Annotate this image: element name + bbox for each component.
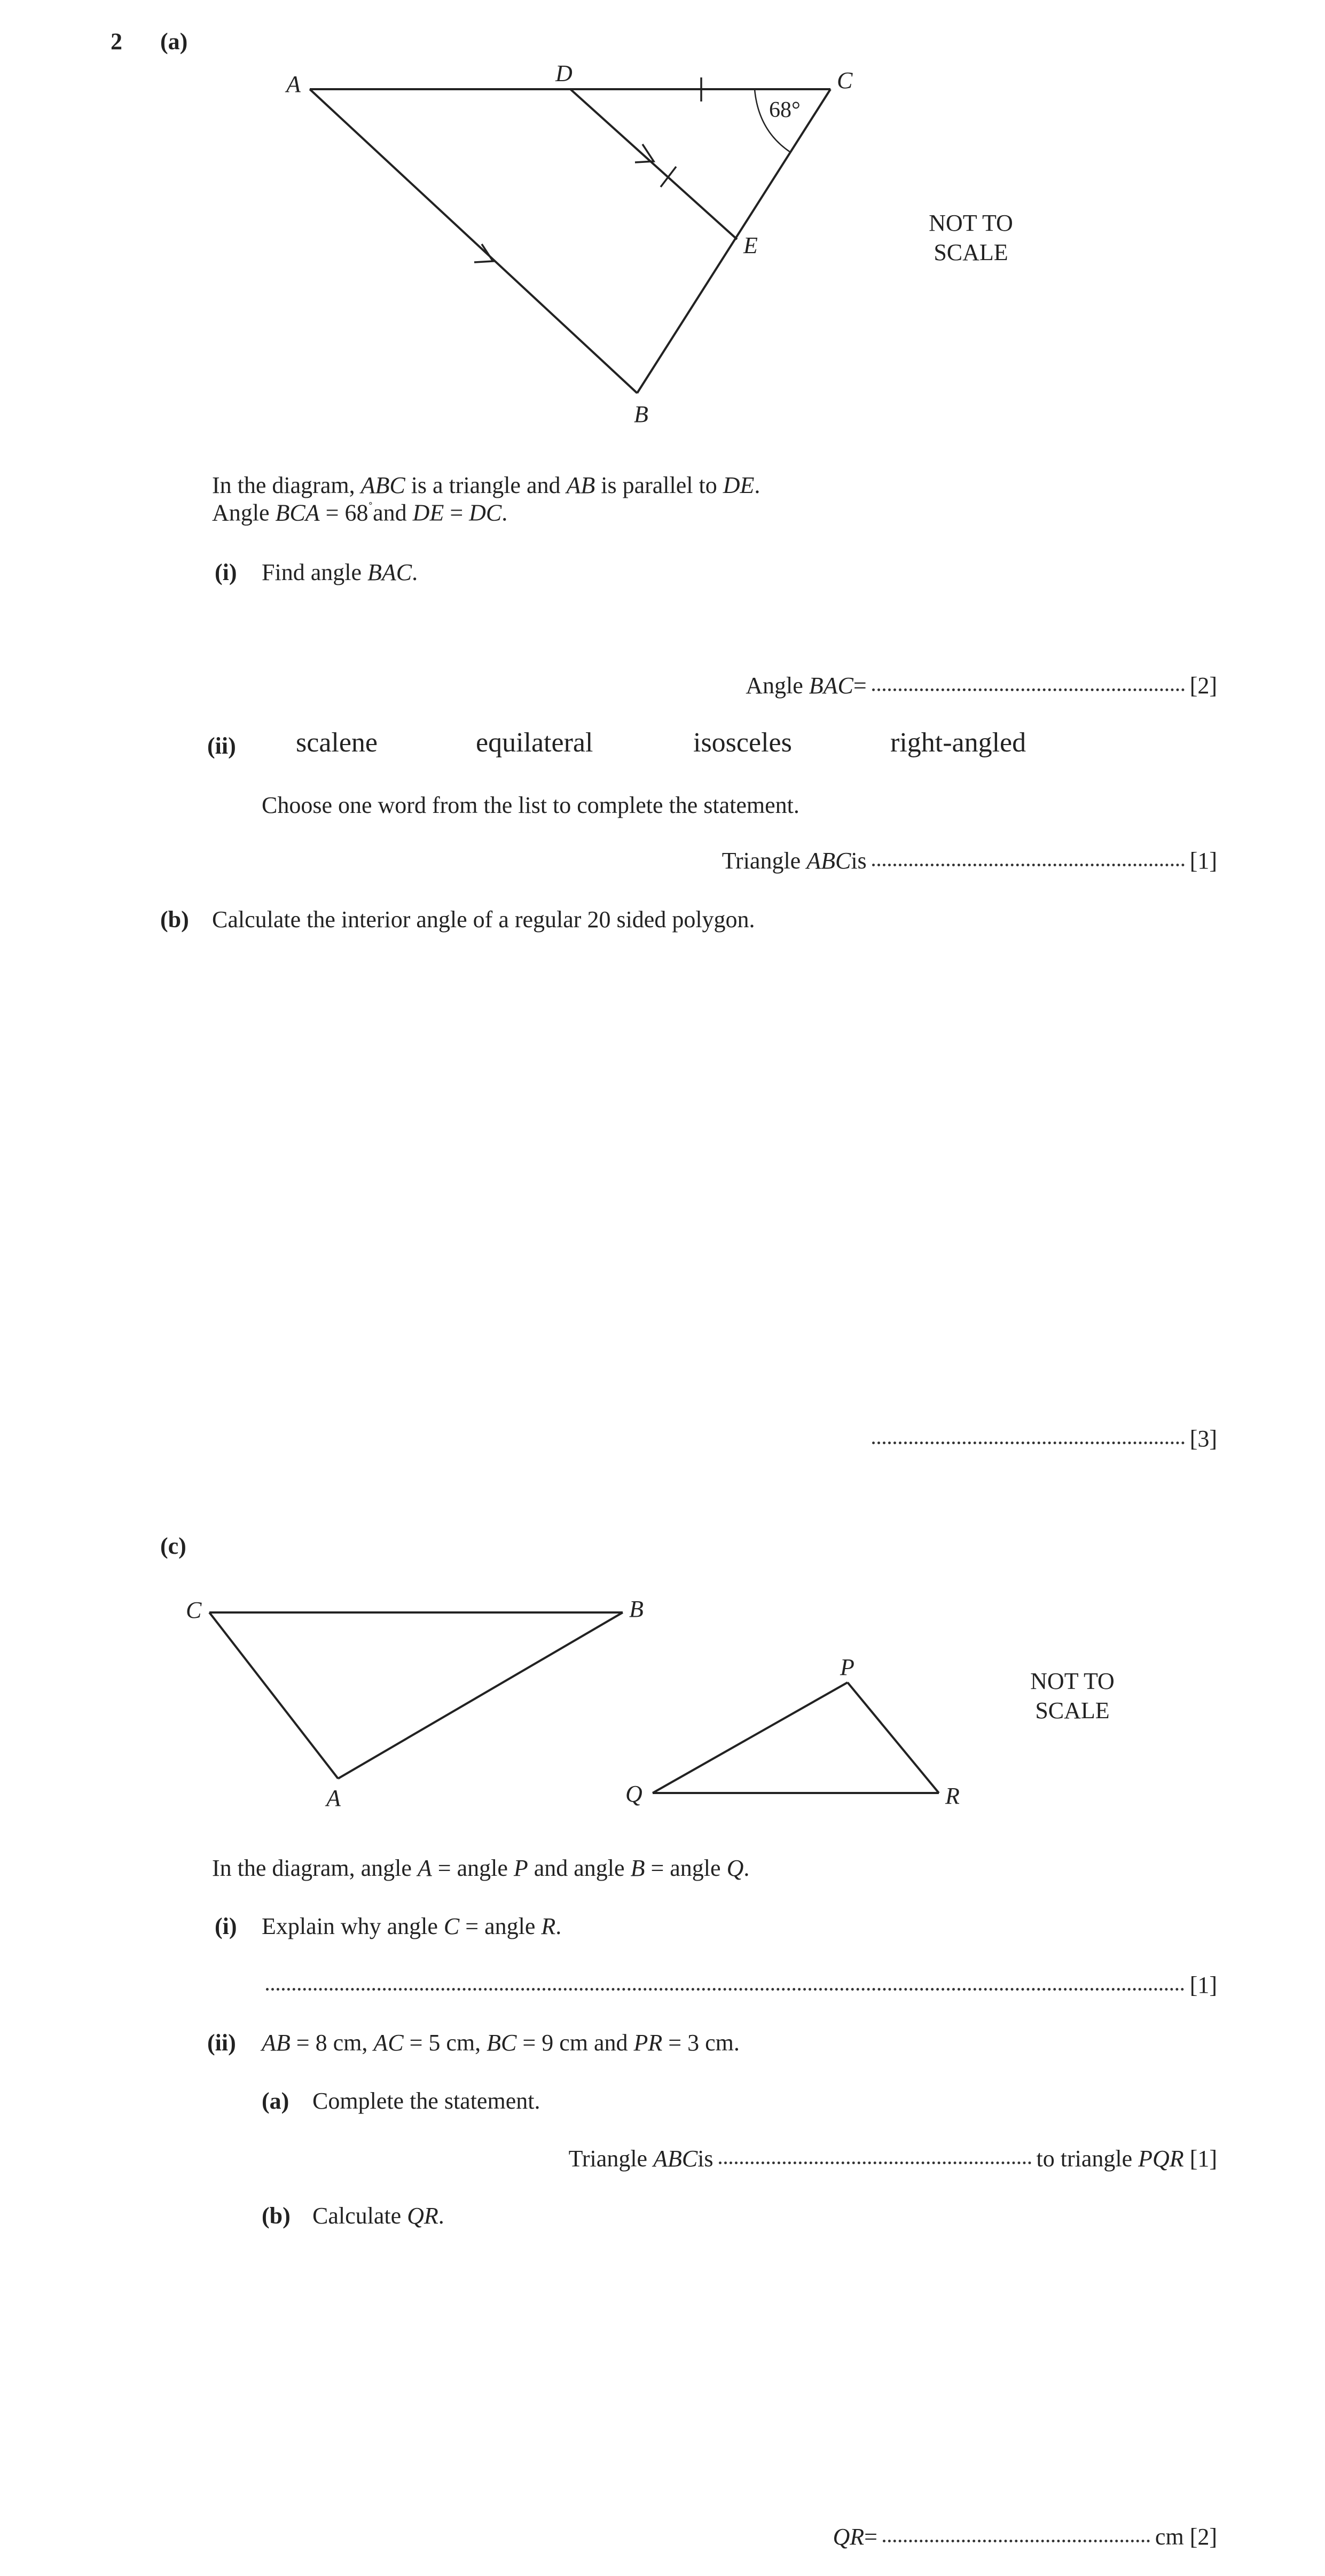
text: = 3 cm. [662, 2030, 740, 2056]
tick-de [661, 167, 676, 187]
text: Explain why angle [262, 1913, 444, 1939]
part-c-i-question [262, 1915, 561, 1938]
var: AB [566, 472, 595, 498]
vertex-label-c: C [837, 67, 853, 93]
unit: cm [1155, 2524, 1184, 2550]
var: A [417, 1855, 432, 1881]
vertex-label-c2: C [186, 1597, 202, 1623]
part-c-i-label: (i) [215, 1913, 237, 1939]
text: Angle [212, 499, 276, 526]
var: Q [726, 1855, 744, 1881]
text: = 5 cm, [403, 2030, 487, 2056]
text: to triangle [1036, 2146, 1133, 2172]
side-bc [637, 89, 830, 393]
answer-field-interior-angle[interactable] [872, 1442, 1185, 1444]
part-a-i-question [262, 561, 418, 584]
not-to-scale-a [918, 208, 1024, 267]
vertex-label-b2: B [629, 1596, 644, 1622]
text: = [444, 499, 469, 526]
text: Triangle [568, 2146, 648, 2172]
text: . [438, 2203, 444, 2229]
text: Angle [746, 672, 803, 699]
var: B [630, 1855, 645, 1881]
var: ABC [360, 472, 405, 498]
word-option: isosceles [693, 727, 792, 758]
part-c-ii-a-answer-line [569, 2147, 1217, 2171]
text: = angle [645, 1855, 727, 1881]
text: and [373, 499, 413, 526]
triangle-abc-figure [0, 0, 1325, 481]
var: DE [412, 499, 444, 526]
part-c-ii-label: (ii) [207, 2030, 236, 2056]
var: PQR [1138, 2146, 1184, 2172]
word-option: scalene [296, 727, 378, 758]
text: is [697, 2146, 714, 2172]
marks: [2] [1189, 2524, 1217, 2550]
side-pr [848, 1682, 939, 1793]
vertex-label-q: Q [625, 1781, 642, 1807]
part-a-ii-instruction: Choose one word from the list to complete the statement. [262, 792, 799, 818]
side-qp [653, 1682, 848, 1793]
side-ab [310, 89, 637, 393]
not-to-scale-c [1019, 1666, 1126, 1725]
vertex-label-e: E [743, 232, 758, 259]
question-number: 2 [111, 28, 122, 54]
var: BC [487, 2030, 517, 2056]
var: BAC [809, 672, 853, 699]
text: = 68 [319, 499, 369, 526]
word-list [0, 729, 1325, 761]
part-c-i-answer-line [261, 1974, 1217, 1997]
part-a-ii-answer-line [722, 849, 1217, 873]
part-c-ii-given [262, 2031, 740, 2055]
segment-de [570, 89, 737, 239]
marks: [1] [1189, 1972, 1217, 1998]
text: . [555, 1913, 562, 1939]
not-to-scale-c-line1: NOT TO [1030, 1668, 1115, 1694]
vertex-label-r: R [945, 1783, 960, 1809]
answer-field-explain[interactable] [266, 1988, 1185, 1991]
marks: [2] [1189, 672, 1217, 699]
text: = angle [459, 1913, 542, 1939]
not-to-scale-a-line1: NOT TO [929, 210, 1013, 236]
text: = 9 cm and [516, 2030, 634, 2056]
part-a-intro-line2 [212, 501, 507, 525]
vertex-label-b: B [634, 401, 648, 427]
part-a-ii-label: (ii) [207, 733, 236, 759]
part-a-i-label: (i) [215, 559, 237, 585]
var: QR [407, 2203, 438, 2229]
part-c-ii-b-label: (b) [262, 2203, 291, 2229]
text: = 8 cm, [290, 2030, 374, 2056]
var: ABC [653, 2146, 698, 2172]
not-to-scale-c-line2: SCALE [1035, 1697, 1110, 1724]
text: Triangle [722, 848, 801, 874]
degree-mark: ˚ [368, 500, 373, 515]
var: C [443, 1913, 460, 1939]
parallel-arrow-de [635, 144, 654, 162]
part-c-ii-a-instruction: Complete the statement. [312, 2088, 540, 2114]
parallel-arrow-ab [474, 244, 493, 262]
text: = angle [432, 1855, 514, 1881]
var: R [541, 1913, 556, 1939]
text: In the diagram, [212, 472, 361, 498]
vertex-label-a: A [286, 71, 301, 97]
text: . [501, 499, 508, 526]
var: BAC [367, 559, 412, 585]
text: . [754, 472, 760, 498]
text: . [743, 1855, 750, 1881]
side-ca [209, 1612, 338, 1779]
similar-triangles-figure [0, 1576, 1325, 1821]
var: BCA [275, 499, 320, 526]
angle-label-68: 68° [769, 98, 801, 122]
text: = [864, 2524, 877, 2550]
text: is parallel to [595, 472, 723, 498]
part-a-intro-line1 [212, 474, 760, 497]
var: AB [262, 2030, 291, 2056]
part-a-label: (a) [160, 28, 188, 54]
marks: [1] [1189, 848, 1217, 874]
answer-field-relationship[interactable] [719, 2162, 1031, 2164]
text: is [851, 848, 867, 874]
part-b-label: (b) [160, 906, 189, 933]
word-option: equilateral [476, 727, 593, 758]
word-option: right-angled [890, 727, 1026, 758]
var: DC [469, 499, 502, 526]
answer-field-triangle-type[interactable] [872, 864, 1185, 866]
text: = [853, 672, 867, 699]
text: Calculate [312, 2203, 407, 2229]
marks: [3] [1189, 1426, 1217, 1452]
text: . [412, 559, 418, 585]
part-b-answer-line [867, 1427, 1217, 1451]
part-c-label: (c) [160, 1533, 186, 1559]
text: Find angle [262, 559, 367, 585]
vertex-label-d: D [555, 60, 573, 87]
var: AC [373, 2030, 404, 2056]
side-ab2 [338, 1612, 623, 1779]
text: and angle [528, 1855, 631, 1881]
part-b-question: Calculate the interior angle of a regular 20 sided polygon. [212, 906, 755, 933]
var: DE [723, 472, 755, 498]
var: ABC [806, 848, 851, 874]
marks: [1] [1189, 2146, 1217, 2172]
part-c-ii-b-question [312, 2204, 444, 2228]
part-c-ii-a-label: (a) [262, 2088, 289, 2114]
part-a-i-answer-line [746, 674, 1217, 698]
var: P [513, 1855, 528, 1881]
text: In the diagram, angle [212, 1855, 418, 1881]
var: QR [833, 2524, 865, 2550]
answer-field-qr[interactable] [883, 2540, 1150, 2542]
var: PR [633, 2030, 663, 2056]
not-to-scale-a-line2: SCALE [934, 239, 1008, 265]
part-c-ii-b-answer-line [833, 2525, 1217, 2549]
text: is a triangle and [405, 472, 567, 498]
answer-field-angle-bac[interactable] [872, 688, 1185, 691]
vertex-label-a2: A [326, 1785, 341, 1811]
part-c-intro [212, 1857, 749, 1880]
vertex-label-p: P [840, 1654, 854, 1680]
